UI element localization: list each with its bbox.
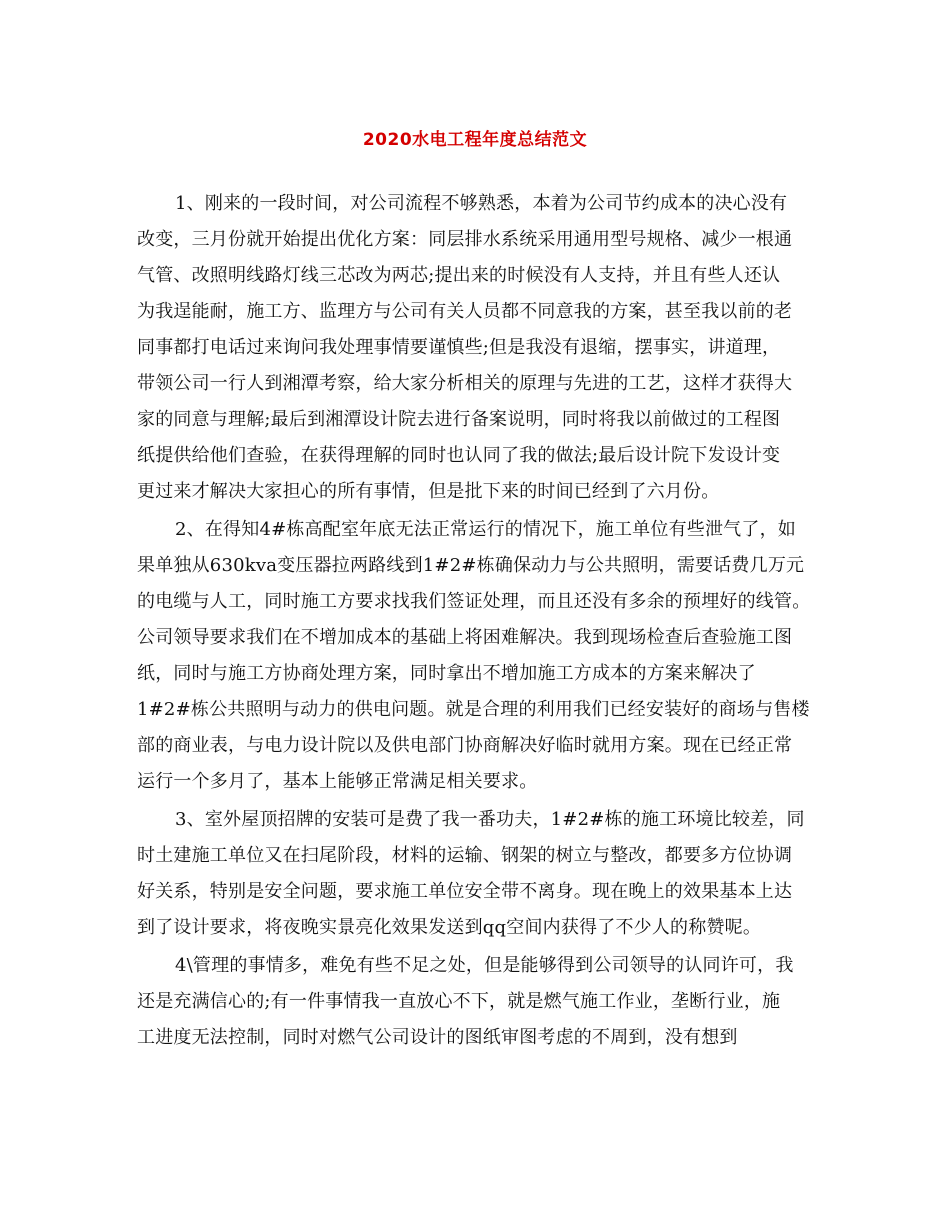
document-title: 2020水电工程年度总结范文	[362, 130, 588, 150]
paragraph-3-line-4: 到了设计要求，将夜晚实景亮化效果发送到qq空间内获得了不少人的称赞呢。	[137, 917, 762, 938]
paragraph-1-line-2: 改变，三月份就开始提出优化方案：同层排水系统采用通用型号规格、减少一根通	[137, 229, 793, 250]
paragraph-1-line-7: 家的同意与理解;最后到湘潭设计院去进行备案说明，同时将我以前做过的工程图	[137, 409, 781, 430]
paragraph-3-line-2: 时土建施工单位又在扫尾阶段，材料的运输、钢架的树立与整改，都要多方位协调	[137, 845, 793, 866]
paragraph-4-line-3: 工进度无法控制，同时对燃气公司设计的图纸审图考虑的不周到，没有想到	[137, 1027, 738, 1048]
paragraph-2-line-1: 2、在得知4#栋高配室年底无法正常运行的情况下，施工单位有些泄气了，如	[175, 519, 796, 540]
paragraph-1-line-3: 气管、改照明线路灯线三芯改为两芯;提出来的时候没有人支持，并且有些人还认	[137, 265, 781, 286]
paragraph-4-line-1: 4\管理的事情多，难免有些不足之处，但是能够得到公司领导的认同许可，我	[175, 955, 794, 976]
paragraph-1-line-5: 同事都打电话过来询问我处理事情要谨慎些;但是我没有退缩，摆事实，讲道理，	[137, 337, 781, 358]
paragraph-2-line-2: 果单独从630kva变压器拉两路线到1#2#栋确保动力与公共照明，需要话费几万元	[137, 555, 805, 576]
paragraph-2-line-4: 公司领导要求我们在不增加成本的基础上将困难解决。我到现场检查后查验施工图	[137, 627, 793, 648]
paragraph-4-line-2: 还是充满信心的;有一件事情我一直放心不下，就是燃气施工作业，垄断行业，施	[137, 991, 781, 1012]
paragraph-2-line-3: 的电缆与人工，同时施工方要求找我们签证处理，而且还没有多余的预埋好的线管。	[137, 591, 811, 612]
paragraph-2-line-7: 部的商业表，与电力设计院以及供电部门协商解决好临时就用方案。现在已经正常	[137, 735, 793, 756]
paragraph-1-line-9: 更过来才解决大家担心的所有事情，但是批下来的时间已经到了六月份。	[137, 481, 720, 502]
paragraph-1-line-6: 带领公司一行人到湘潭考察，给大家分析相关的原理与先进的工艺，这样才获得大	[137, 373, 793, 394]
paragraph-2-line-6: 1#2#栋公共照明与动力的供电问题。就是合理的利用我们已经安装好的商场与售楼	[137, 699, 810, 720]
paragraph-1-line-1: 1、刚来的一段时间，对公司流程不够熟悉，本着为公司节约成本的决心没有	[175, 193, 788, 214]
paragraph-1-line-8: 纸提供给他们查验，在获得理解的同时也认同了我的做法;最后设计院下发设计变	[137, 445, 781, 466]
paragraph-2-line-8: 运行一个多月了，基本上能够正常满足相关要求。	[137, 771, 538, 792]
paragraph-3-line-3: 好关系，特别是安全问题，要求施工单位安全带不离身。现在晚上的效果基本上达	[137, 881, 793, 902]
paragraph-1-line-4: 为我逞能耐，施工方、监理方与公司有关人员都不同意我的方案，甚至我以前的老	[137, 301, 793, 322]
paragraph-3-line-1: 3、室外屋顶招牌的安装可是费了我一番功夫，1#2#栋的施工环境比较差，同	[175, 809, 805, 830]
paragraph-2-line-5: 纸，同时与施工方协商处理方案，同时拿出不增加施工方成本的方案来解决了	[137, 663, 756, 684]
